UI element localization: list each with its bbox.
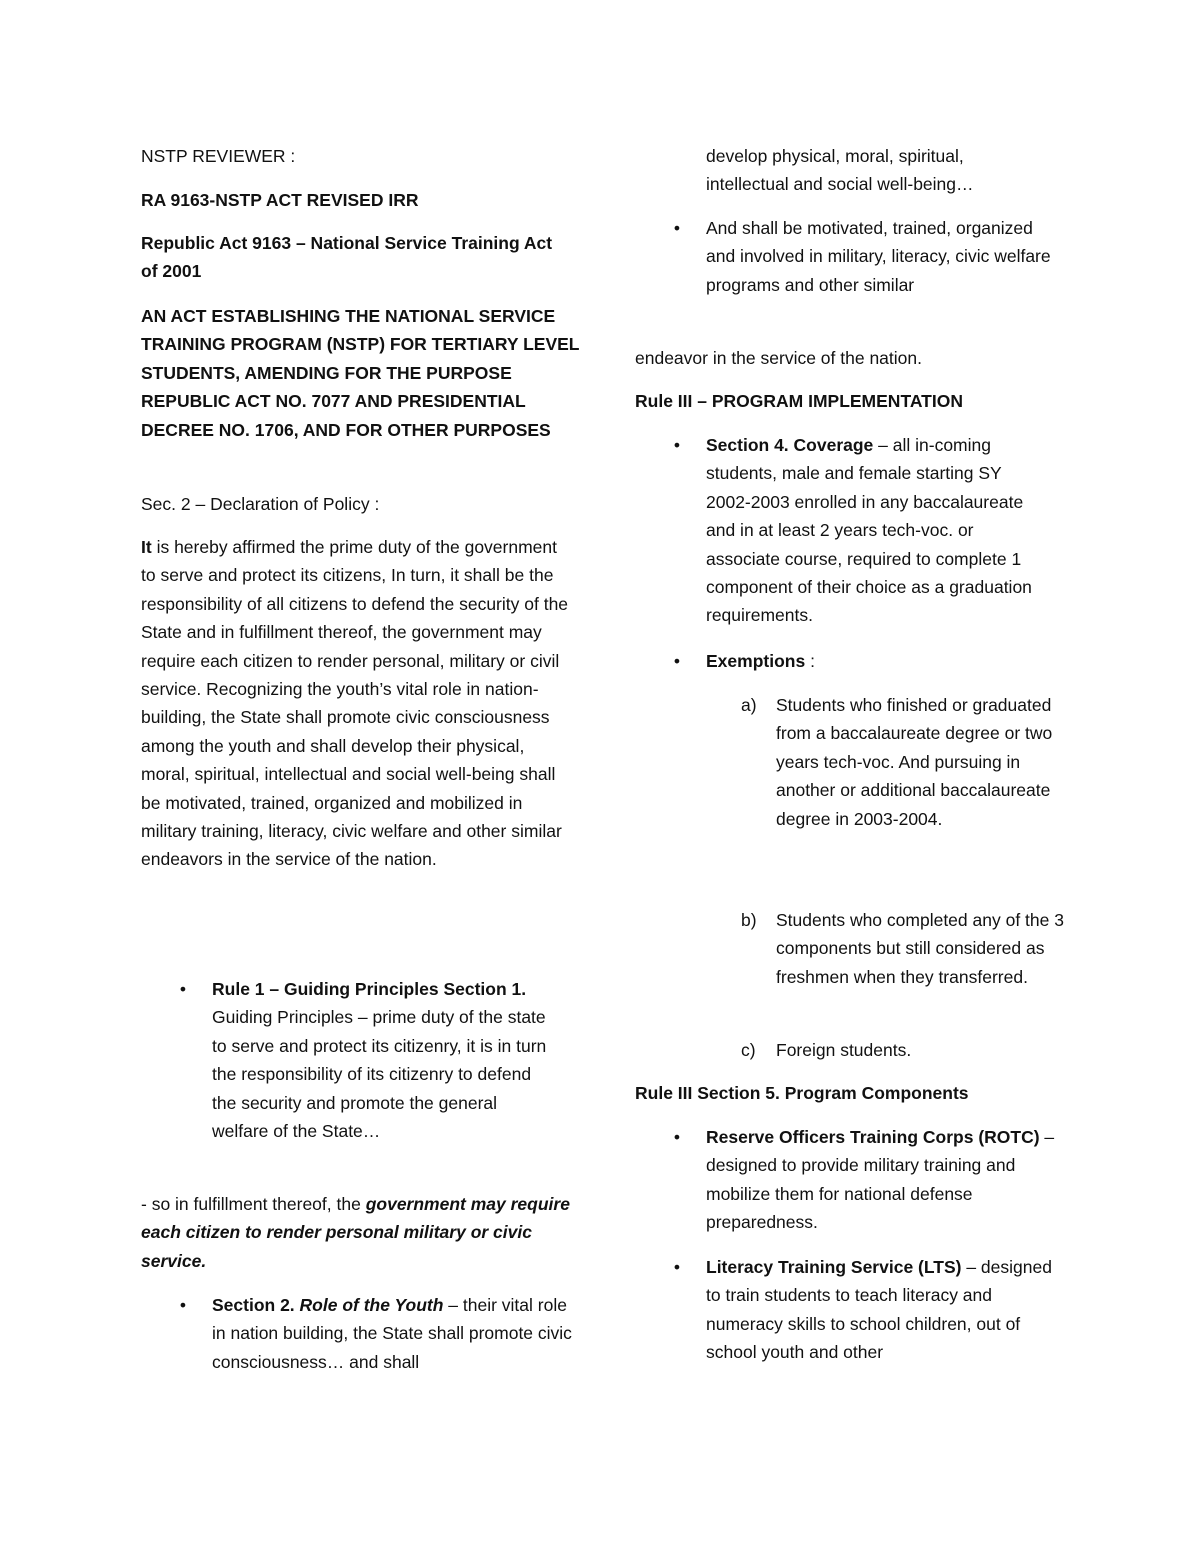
policy-lead-word: It bbox=[141, 537, 152, 557]
exemption-item bbox=[635, 691, 1066, 833]
bullet-marker: • bbox=[673, 435, 681, 455]
rotc-bullet bbox=[635, 1123, 1066, 1237]
motivated-bullet bbox=[635, 214, 1066, 299]
coverage-text: – all in-coming students, male and female starting SY 2002-2003 enrolled in any baccalaureate and in at least 2 years tech-voc. or associate course, required to complete 1 component of their choice as a graduation requirements. bbox=[706, 435, 1032, 626]
declaration-heading: Sec. 2 – Declaration of Policy : bbox=[141, 494, 380, 514]
bullet-marker: • bbox=[673, 1257, 681, 1277]
section2-bullet bbox=[141, 1291, 577, 1376]
reviewer-title: NSTP REVIEWER : bbox=[141, 146, 296, 166]
exemption-item bbox=[635, 1036, 1066, 1064]
fulfillment-plain: - so in fulfillment thereof, the bbox=[141, 1194, 366, 1214]
rule3-heading: Rule III – PROGRAM IMPLEMENTATION bbox=[635, 391, 963, 411]
exemption-text: Students who finished or graduated from a baccalaureate degree or two years tech-voc. And pursuing in another or additional baccalaureate degree in 2003-2004. bbox=[776, 695, 1053, 829]
rotc-heading: Reserve Officers Training Corps (ROTC) bbox=[706, 1127, 1040, 1147]
act-title: RA 9163-NSTP ACT REVISED IRR bbox=[141, 190, 419, 210]
rotc-text: – designed to provide military training and mobilize them for national defense preparedness. bbox=[706, 1127, 1055, 1233]
program-components-heading: Rule III Section 5. Program Components bbox=[635, 1083, 969, 1103]
lts-text: – designed to train students to teach literacy and numeracy skills to school children, out of school youth and other bbox=[706, 1257, 1052, 1363]
lts-bullet bbox=[635, 1253, 1066, 1367]
section2-title: Role of the Youth bbox=[299, 1295, 444, 1315]
bullet-marker: • bbox=[179, 1295, 187, 1315]
exemption-marker: c) bbox=[741, 1040, 756, 1060]
section2-text: – their vital role in nation building, the State shall promote civic consciousness… and shall bbox=[212, 1295, 572, 1372]
exemptions-label: Exemptions bbox=[706, 651, 806, 671]
endeavor-text: endeavor in the service of the nation. bbox=[635, 348, 922, 368]
exemption-marker: a) bbox=[741, 695, 757, 715]
exemption-item bbox=[635, 906, 1066, 991]
exemption-text: Students who completed any of the 3 components but still considered as freshmen when they transferred. bbox=[776, 910, 1064, 987]
exemption-marker: b) bbox=[741, 910, 757, 930]
motivated-text: And shall be motivated, trained, organized and involved in military, literacy, civic welfare programs and other similar bbox=[706, 218, 1051, 295]
bullet-marker: • bbox=[673, 218, 681, 238]
rule1-heading: Rule 1 – Guiding Principles Section 1. bbox=[212, 979, 527, 999]
coverage-bullet bbox=[635, 431, 1051, 630]
rule1-text: Guiding Principles – prime duty of the state to serve and protect its citizenry, it is in turn the responsibility of its citizenry to defend the security and promote the general welfare of the State… bbox=[212, 1007, 547, 1142]
fulfillment-emphasis: government may require each citizen to render personal military or civic service. bbox=[141, 1194, 570, 1271]
section2-continued: develop physical, moral, spiritual, intellectual and social well-being… bbox=[706, 146, 974, 195]
bullet-marker: • bbox=[673, 1127, 681, 1147]
fulfillment-paragraph bbox=[141, 1190, 571, 1275]
policy-body: is hereby affirmed the prime duty of the government to serve and protect its citizens, In turn, it shall be the responsibility of all citizens to defend the security of the State and in fulfillment thereof, the government may require each citizen to render personal, military or civil service. Recognizing the youth’s vital role in nation-building, the State shall promote civic consciousness among the youth and shall develop their physical, moral, spiritual, intellectual and social well-being shall be motivated, trained, organized and mobilized in military training, literacy, civic welfare and other similar endeavors in the service of the nation. bbox=[141, 537, 569, 870]
bullet-marker: • bbox=[673, 651, 681, 671]
coverage-heading: Section 4. Coverage bbox=[706, 435, 874, 455]
policy-paragraph bbox=[141, 533, 571, 874]
exemptions-colon: : bbox=[805, 651, 815, 671]
rule1-bullet bbox=[141, 975, 557, 1145]
bullet-marker: • bbox=[179, 979, 187, 999]
republic-act-heading: Republic Act 9163 – National Service Training Act of 2001 bbox=[141, 233, 553, 282]
exemption-text: Foreign students. bbox=[776, 1040, 912, 1060]
exemptions-bullet bbox=[635, 647, 1051, 675]
section2-label: Section 2. bbox=[212, 1295, 300, 1315]
lts-heading: Literacy Training Service (LTS) bbox=[706, 1257, 962, 1277]
act-long-title: AN ACT ESTABLISHING THE NATIONAL SERVICE TRAINING PROGRAM (NSTP) FOR TERTIARY LEVEL STUDENTS, AMENDING FOR THE PURPOSE REPUBLIC ACT NO. 7077 AND PRESIDENTIAL DECREE NO. 1706, AND FOR OTHER PURPOSES bbox=[141, 306, 580, 440]
